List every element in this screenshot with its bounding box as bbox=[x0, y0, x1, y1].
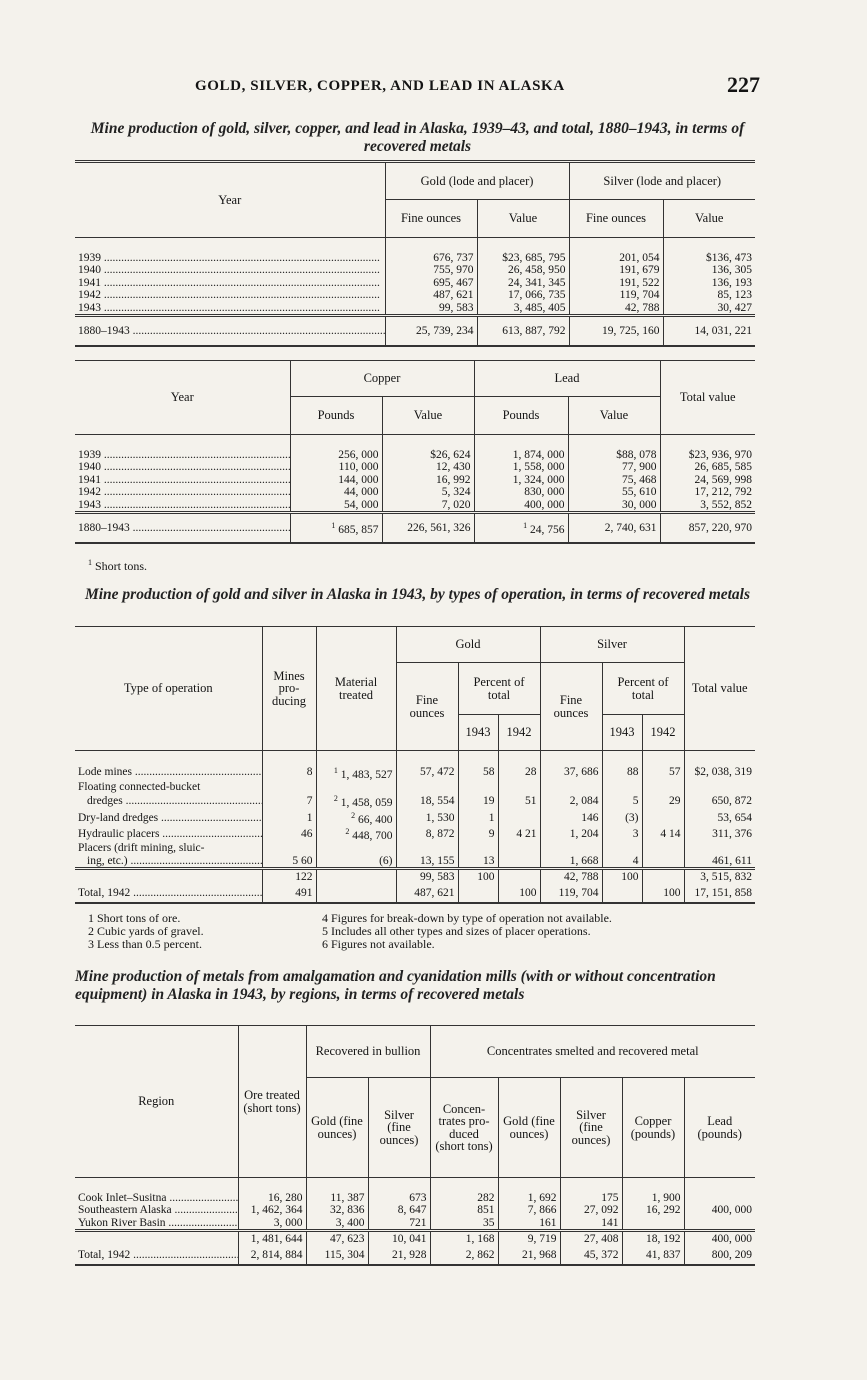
table-row: 1941 ..... 144, 000 16, 992 1, 324, 000 75, 468 24, 569, 998 bbox=[75, 474, 755, 487]
t4-copper-header: Copper (pounds) bbox=[622, 1078, 684, 1178]
t4-bullion-silver-header: Silver (fine ounces) bbox=[368, 1078, 430, 1178]
page-number: 227 bbox=[727, 72, 760, 97]
table-row: Hydraulic placers ..... 46 $^2$ 448, 700 8, 872 9 4 21 1, 204 3 4 14 311, 376 bbox=[75, 826, 755, 842]
t2-copper-pounds-header: Pounds bbox=[290, 397, 382, 435]
t3-silver-1943-header: 1943 bbox=[602, 715, 642, 751]
table-row: 1939 ..... 676, 737 $23, 685, 795 201, 054 $136, 473 bbox=[75, 252, 755, 265]
table-total-row: Total, 1942 ..... 2, 814, 884 115, 304 21, 928 2, 862 21, 968 45, 372 41, 837 800, 209 bbox=[75, 1247, 755, 1265]
t3-material-header: Material treated bbox=[316, 627, 396, 751]
table-row: Yukon River Basin ..... 3, 000 3, 400 721 35 161 141 bbox=[75, 1217, 755, 1231]
table-row: 1943 ..... 54, 000 7, 020 400, 000 30, 000 3, 552, 852 bbox=[75, 499, 755, 513]
table-row: 1942 ..... 44, 000 5, 324 830, 000 55, 610 17, 212, 792 bbox=[75, 486, 755, 499]
table3-notes-left: 1 Short tons of ore. 2 Cubic yards of gravel. 3 Less than 0.5 percent. bbox=[88, 911, 204, 951]
t3-gold-header: Gold bbox=[396, 627, 540, 663]
t4-conc-gold-header: Gold (fine ounces) bbox=[498, 1078, 560, 1178]
t3-silver-oz-header: Fine ounces bbox=[540, 663, 602, 751]
table3 bbox=[75, 626, 755, 904]
t3-gold-1942-header: 1942 bbox=[498, 715, 540, 751]
table-row: Southeastern Alaska ..... 1, 462, 364 32, 836 8, 647 851 7, 866 27, 092 16, 292 400, 000 bbox=[75, 1204, 755, 1217]
table4-caption: Mine production of metals from amalgamation and cyanidation mills (with or without concentration equipment) in Alaska in 1943, by regions, in terms of recovered metals bbox=[75, 968, 716, 1003]
t1-gold-value-header: Value bbox=[477, 200, 569, 238]
t2-copper-value-header: Value bbox=[382, 397, 474, 435]
running-header bbox=[75, 72, 760, 100]
table4 bbox=[75, 1025, 755, 1266]
t3-gold-1943-header: 1943 bbox=[458, 715, 498, 751]
t4-bullion-gold-header: Gold (fine ounces) bbox=[306, 1078, 368, 1178]
table-total-row: 122 99, 583 100 42, 788 100 3, 515, 832 bbox=[75, 869, 755, 885]
t1-gold-header: Gold (lode and placer) bbox=[385, 162, 569, 200]
table2 bbox=[75, 360, 755, 544]
t2-total-value-header: Total value bbox=[660, 361, 755, 435]
t3-silver-1942-header: 1942 bbox=[642, 715, 684, 751]
table-row: Dry-land dredges ..... 1 $^2$ 66, 400 1, 530 1 146 (3) 53, 654 bbox=[75, 810, 755, 826]
t3-silver-header: Silver bbox=[540, 627, 684, 663]
t4-conc-produced-header: Concen- trates pro- duced (short tons) bbox=[430, 1078, 498, 1178]
t4-lead-header: Lead (pounds) bbox=[684, 1078, 755, 1178]
table2-footnote: $^1$ Short tons. bbox=[88, 558, 148, 573]
table-total-row: 1880–1943 ..... 25, 739, 234 613, 887, 792 19, 725, 160 14, 031, 221 bbox=[75, 316, 755, 346]
t1-year-header: Year bbox=[75, 162, 385, 238]
t4-region-header: Region bbox=[75, 1026, 238, 1178]
t1-silver-header: Silver (lode and placer) bbox=[569, 162, 755, 200]
table-row: 1942 ..... 487, 621 17, 066, 735 119, 704 85, 123 bbox=[75, 289, 755, 302]
table-row: Lode mines ..... 8 $^1$ 1, 483, 527 57, 472 58 28 37, 686 88 57 $2, 038, 319 bbox=[75, 765, 755, 781]
table3-caption: Mine production of gold and silver in Alaska in 1943, by types of operation, in terms of recovered metals bbox=[84, 586, 751, 603]
table-total-row: 1880–1943 ..... $^1$ 685, 857 226, 561, 326 $^1$ 24, 756 2, 740, 631 857, 220, 970 bbox=[75, 513, 755, 543]
t3-mines-header: Mines pro- ducing bbox=[262, 627, 316, 751]
table-row: 1941 ..... 695, 467 24, 341, 345 191, 522 136, 193 bbox=[75, 277, 755, 290]
t2-year-header: Year bbox=[75, 361, 290, 435]
t4-bullion-header: Recovered in bullion bbox=[306, 1026, 430, 1078]
t1-silver-oz-header: Fine ounces bbox=[569, 200, 663, 238]
t4-conc-silver-header: Silver (fine ounces) bbox=[560, 1078, 622, 1178]
t1-gold-oz-header: Fine ounces bbox=[385, 200, 477, 238]
table-total-row: Total, 1942 ..... 491 487, 621 100 119, 704 100 17, 151, 858 bbox=[75, 885, 755, 903]
table-row: 1943 ..... 99, 583 3, 485, 405 42, 788 30, 427 bbox=[75, 302, 755, 316]
t2-lead-value-header: Value bbox=[568, 397, 660, 435]
table-row: dredges ..... 7 $^2$ 1, 458, 059 18, 554 19 51 2, 084 5 29 650, 872 bbox=[75, 793, 755, 809]
running-title: GOLD, SILVER, COPPER, AND LEAD IN ALASKA bbox=[195, 78, 565, 94]
t3-silver-percent-header: Percent of total bbox=[602, 663, 684, 715]
table1-caption: Mine production of gold, silver, copper, and lead in Alaska, 1939–43, and total, 1880–1943, in terms of recovered metals bbox=[90, 120, 745, 155]
table-row: 1940 ..... 110, 000 12, 430 1, 558, 000 77, 900 26, 685, 585 bbox=[75, 461, 755, 474]
t1-silver-value-header: Value bbox=[663, 200, 755, 238]
t3-gold-percent-header: Percent of total bbox=[458, 663, 540, 715]
table3-notes-right: 4 Figures for break-down by type of operation not available. 5 Includes all other types and sizes of placer operations. 6 Figures not available. bbox=[322, 911, 612, 951]
table-row: 1940 ..... 755, 970 26, 458, 950 191, 679 136, 305 bbox=[75, 264, 755, 277]
t4-ore-header: Ore treated (short tons) bbox=[238, 1026, 306, 1178]
table-total-row: 1, 481, 644 47, 623 10, 041 1, 168 9, 719 27, 408 18, 192 400, 000 bbox=[75, 1231, 755, 1247]
t2-lead-header: Lead bbox=[474, 361, 660, 397]
table-row: Floating connected-bucket bbox=[75, 781, 755, 794]
table-row: 1939 ..... 256, 000 $26, 624 1, 874, 000 $88, 078 $23, 936, 970 bbox=[75, 449, 755, 462]
t2-lead-pounds-header: Pounds bbox=[474, 397, 568, 435]
table-row: Placers (drift mining, sluic- bbox=[75, 842, 755, 855]
t3-gold-oz-header: Fine ounces bbox=[396, 663, 458, 751]
t3-total-value-header: Total value bbox=[684, 627, 755, 751]
table-row: Cook Inlet–Susitna ..... 16, 280 11, 387 673 282 1, 692 175 1, 900 bbox=[75, 1192, 755, 1205]
t4-concentrates-header: Concentrates smelted and recovered metal bbox=[430, 1026, 755, 1078]
t2-copper-header: Copper bbox=[290, 361, 474, 397]
table-row: ing, etc.) ..... 5 60 (6) 13, 155 13 1, 668 4 461, 611 bbox=[75, 855, 755, 869]
table1 bbox=[75, 160, 755, 347]
t3-type-header: Type of operation bbox=[75, 627, 262, 751]
